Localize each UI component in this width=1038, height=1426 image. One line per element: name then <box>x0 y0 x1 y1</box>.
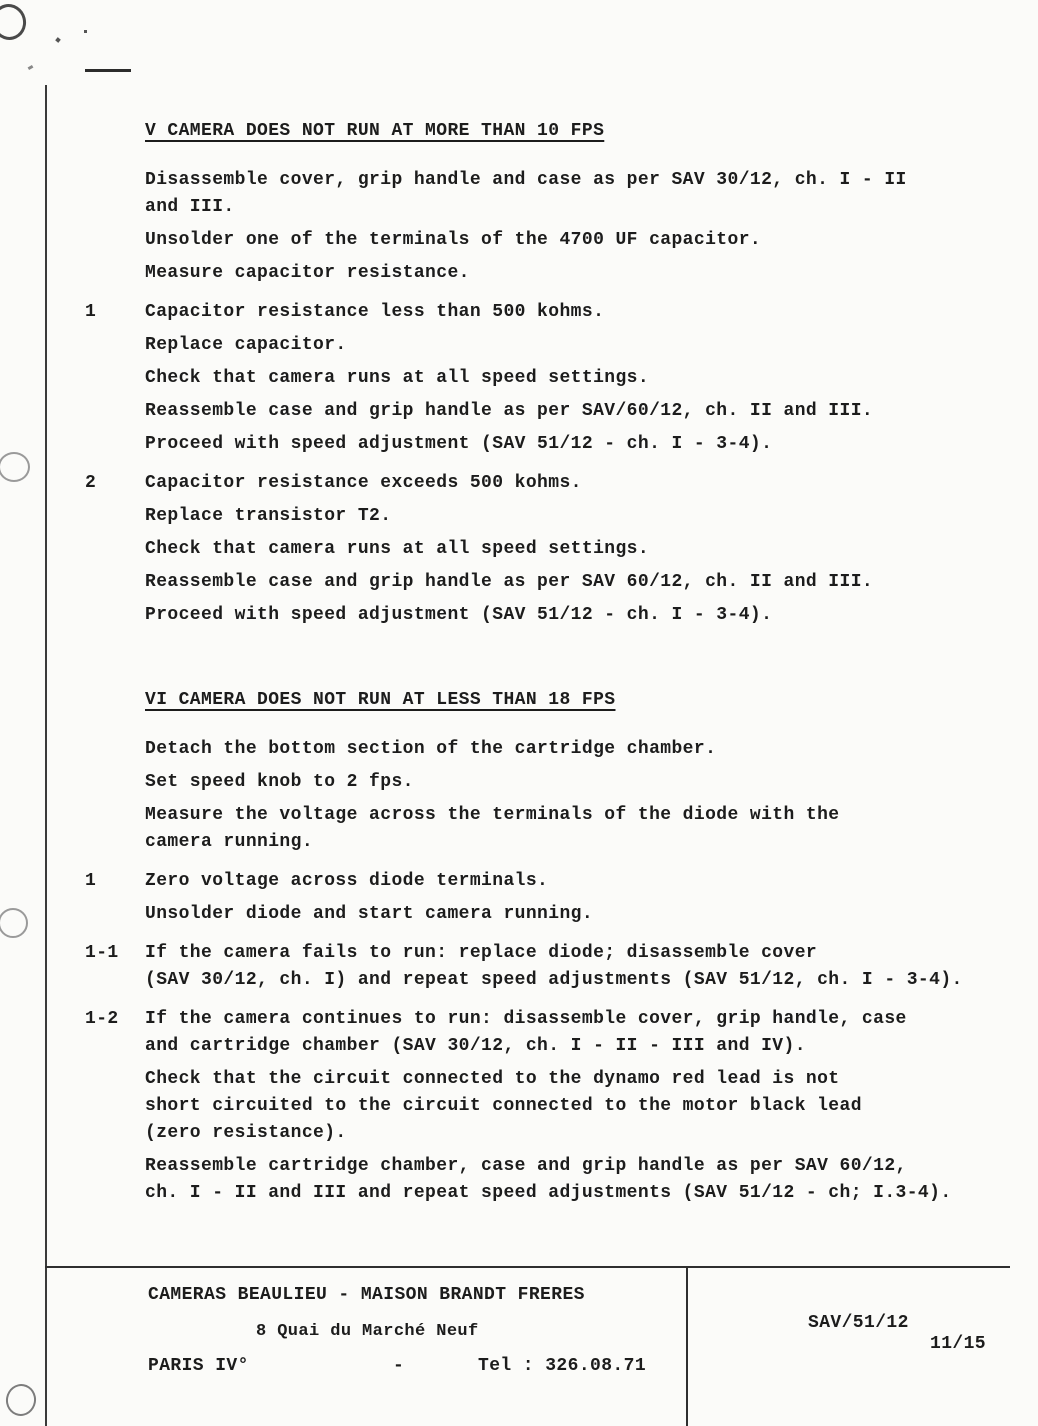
paragraph-line: camera running. <box>145 832 314 852</box>
document-body <box>85 118 1030 1213</box>
paragraph <box>145 398 1030 425</box>
item-number: 1-2 <box>85 1009 119 1029</box>
section-title: VI CAMERA DOES NOT RUN AT LESS THAN 18 FPS <box>145 690 616 710</box>
paragraph-line: Check that camera runs at all speed settings. <box>145 368 650 388</box>
scan-speck <box>28 65 34 70</box>
paragraph-line: If the camera continues to run: disassemble cover, grip handle, case <box>145 1009 907 1029</box>
paragraph-line: Reassemble cartridge chamber, case and grip handle as per SAV 60/12, <box>145 1156 907 1176</box>
paragraph-line: Proceed with speed adjustment (SAV 51/12 - ch. I - 3-4). <box>145 434 773 454</box>
paragraph <box>145 868 1030 895</box>
scan-speck <box>55 37 61 43</box>
paragraph <box>145 167 1030 221</box>
footer-city: PARIS IV° <box>148 1356 249 1376</box>
paragraph-line: short circuited to the circuit connected to the motor black lead <box>145 1096 862 1116</box>
paragraph <box>145 1153 1030 1207</box>
punch-hole-icon <box>0 0 30 43</box>
footer-dash: - <box>393 1356 404 1376</box>
paragraph-line: Check that the circuit connected to the dynamo red lead is not <box>145 1069 840 1089</box>
left-margin-rule <box>45 85 47 1426</box>
item-number: 1 <box>85 871 97 891</box>
paragraph-line: Measure the voltage across the terminals of the diode with the <box>145 805 840 825</box>
paragraph <box>145 503 1030 530</box>
paragraph-line: Detach the bottom section of the cartridge chamber. <box>145 739 717 759</box>
paragraph <box>145 470 1030 497</box>
paragraph <box>145 1006 1030 1060</box>
item-number: 1-1 <box>85 943 119 963</box>
paragraph <box>145 227 1030 254</box>
paragraph <box>145 602 1030 629</box>
paragraph-line: If the camera fails to run: replace diode; disassemble cover <box>145 943 818 963</box>
paragraph <box>145 569 1030 596</box>
paragraph-line: (zero resistance). <box>145 1123 347 1143</box>
paragraph-line: (SAV 30/12, ch. I) and repeat speed adjustments (SAV 51/12, ch. I - 3-4). <box>145 970 963 990</box>
paragraph <box>145 299 1030 326</box>
paragraph-line: and cartridge chamber (SAV 30/12, ch. I - II - III and IV). <box>145 1036 806 1056</box>
paragraph <box>145 332 1030 359</box>
document-reference: SAV/51/12 <box>808 1313 909 1333</box>
paragraph-line: Unsolder one of the terminals of the 4700 UF capacitor. <box>145 230 762 250</box>
paragraph <box>145 536 1030 563</box>
section-title: V CAMERA DOES NOT RUN AT MORE THAN 10 FPS <box>145 121 605 141</box>
punch-hole-icon <box>3 1382 38 1419</box>
paragraph-line: Replace transistor T2. <box>145 506 392 526</box>
numbered-item <box>85 1006 1030 1207</box>
paragraph <box>145 736 1030 763</box>
page-number: 11/15 <box>930 1334 987 1354</box>
punch-hole-icon <box>0 908 28 938</box>
numbered-item <box>85 470 1030 629</box>
section-vi <box>85 687 1030 1207</box>
paragraph-line: Unsolder diode and start camera running. <box>145 904 594 924</box>
punch-hole-icon <box>0 452 30 482</box>
top-edge-mark <box>85 69 131 72</box>
footer-vertical-divider <box>686 1266 688 1426</box>
numbered-item <box>85 940 1030 994</box>
numbered-item <box>85 299 1030 458</box>
footer-address: 8 Quai du Marché Neuf <box>256 1322 479 1341</box>
paragraph-line: ch. I - II and III and repeat speed adjustments (SAV 51/12 - ch; I.3-4). <box>145 1183 952 1203</box>
paragraph <box>145 802 1030 856</box>
footer-telephone: Tel : 326.08.71 <box>478 1356 647 1376</box>
paragraph-line: Proceed with speed adjustment (SAV 51/12 - ch. I - 3-4). <box>145 605 773 625</box>
paragraph-line: Measure capacitor resistance. <box>145 263 470 283</box>
paragraph-line: Capacitor resistance less than 500 kohms. <box>145 302 605 322</box>
paragraph-line: Capacitor resistance exceeds 500 kohms. <box>145 473 582 493</box>
scan-speck <box>84 30 87 33</box>
paragraph <box>145 901 1030 928</box>
paragraph <box>145 431 1030 458</box>
item-number: 2 <box>85 473 97 493</box>
paragraph <box>145 769 1030 796</box>
paragraph-line: Replace capacitor. <box>145 335 347 355</box>
numbered-item <box>85 868 1030 928</box>
paragraph-line: and III. <box>145 197 235 217</box>
footer-divider <box>45 1266 1010 1268</box>
paragraph <box>145 1066 1030 1147</box>
paragraph-line: Check that camera runs at all speed settings. <box>145 539 650 559</box>
section-v <box>85 118 1030 629</box>
paragraph-line: Disassemble cover, grip handle and case as per SAV 30/12, ch. I - II <box>145 170 907 190</box>
footer-company: CAMERAS BEAULIEU - MAISON BRANDT FRERES <box>148 1285 585 1305</box>
paragraph-line: Reassemble case and grip handle as per SAV/60/12, ch. II and III. <box>145 401 874 421</box>
paragraph <box>145 365 1030 392</box>
paragraph-line: Set speed knob to 2 fps. <box>145 772 414 792</box>
paragraph-line: Zero voltage across diode terminals. <box>145 871 549 891</box>
item-number: 1 <box>85 302 97 322</box>
paragraph <box>145 260 1030 287</box>
paragraph-line: Reassemble case and grip handle as per SAV 60/12, ch. II and III. <box>145 572 874 592</box>
paragraph <box>145 940 1030 994</box>
